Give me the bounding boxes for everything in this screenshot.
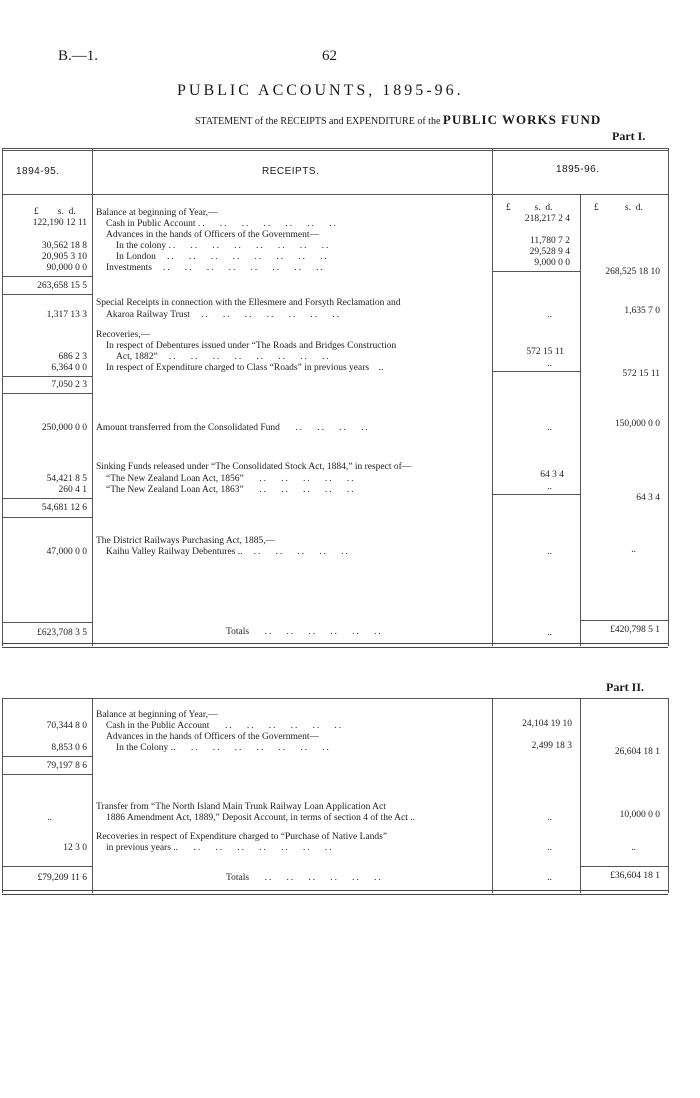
p2-colony-label: In the Colony .. .. .. .. .. .. .. .. (116, 743, 331, 753)
special-line1: Special Receipts in connection with the Ellesmere and Forsyth Reclamation and (96, 298, 401, 308)
rule (492, 271, 580, 272)
rule (2, 194, 668, 195)
p2-balance-prev-colony: 8,853 0 6 (51, 743, 87, 753)
consolidated-prev: 250,000 0 0 (41, 423, 87, 433)
sinking-line2: “The New Zealand Loan Act, 1863” .. .. .. .. .. (106, 485, 356, 495)
p2-balance-curr-total: 26,604 18 1 (614, 747, 660, 757)
p2-transfer-line2: 1886 Amendment Act, 1889,” Deposit Account, in terms of section 4 of the Act .. (106, 813, 415, 823)
balance-curr-total: 268,525 18 10 (605, 267, 660, 277)
sinking-line2-text: “The New Zealand Loan Act, 1863” (106, 485, 244, 495)
balance-heading: Balance at beginning of Year,— (96, 208, 218, 218)
sinking-heading: Sinking Funds released under “The Consolidated Stock Act, 1884,” in respect of— (96, 462, 412, 472)
p2-recoveries-prev: 12 3 0 (63, 843, 87, 853)
district-line1: Kaihu Valley Railway Debentures .. .. .. .. .. .. (106, 547, 350, 557)
p2-advances-heading: Advances in the hands of Officers of the Government— (106, 732, 319, 742)
colony-label: In the colony .. .. .. .. .. .. .. .. (116, 241, 331, 251)
p2-balance-prev-cash: 70,344 8 0 (46, 721, 87, 731)
cash-label: Cash in Public Account .. .. .. .. .. .. .. (106, 219, 338, 229)
london-label-text: In London (116, 252, 156, 262)
part1-label: Part I. (612, 129, 646, 143)
recoveries-line2: In respect of Expenditure charged to Class “Roads” in previous years .. (106, 363, 384, 373)
unit-pound: £ (594, 203, 599, 213)
rule (2, 393, 92, 394)
rule (2, 148, 3, 646)
balance-prev-london: 20,905 3 10 (41, 252, 87, 262)
consolidated-label-text: Amount transferred from the Consolidated Fund (96, 423, 280, 433)
recoveries-curr-2: .. (547, 359, 552, 369)
recoveries-prev-subtotal: 7,050 2 3 (51, 380, 87, 390)
double-rule (2, 890, 668, 895)
unit-row-prev (34, 207, 76, 217)
unit-row-detail (506, 203, 552, 213)
statement-fund: PUBLIC WORKS FUND (442, 112, 602, 127)
balance-prev-colony: 30,562 18 8 (41, 241, 87, 251)
special-curr-detail: .. (547, 310, 552, 320)
rule (2, 622, 92, 623)
special-curr-total: 1,635 7 0 (624, 306, 660, 316)
part1-totals-label: Totals .. .. .. .. .. .. (226, 627, 383, 637)
page-number: 62 (322, 48, 337, 64)
part1-totals-curr: £420,798 5 1 (610, 625, 660, 635)
balance-curr-investments: 9,000 0 0 (534, 258, 570, 268)
p2-transfer-curr-total: 10,000 0 0 (619, 810, 660, 820)
rule (2, 698, 3, 893)
district-heading: The District Railways Purchasing Act, 1885,— (96, 536, 276, 546)
sinking-prev-subtotal: 54,681 12 6 (41, 503, 87, 513)
recoveries-prev-2: 6,364 0 0 (51, 363, 87, 373)
london-label: In London .. .. .. .. .. .. .. .. (116, 252, 329, 262)
p2-colony-label-text: In the Colony .. (116, 743, 176, 753)
district-line1-text: Kaihu Valley Railway Debentures .. (106, 547, 243, 557)
rule (2, 294, 92, 295)
rule (2, 774, 92, 775)
p2-transfer-prev: .. (47, 813, 52, 823)
part2-totals-label: Totals .. .. .. .. .. .. (226, 873, 383, 883)
rule (2, 517, 92, 518)
rule (2, 498, 92, 499)
recoveries-curr-1: 572 15 11 (526, 347, 564, 357)
rule (92, 148, 93, 646)
rule (2, 756, 92, 757)
rule (2, 698, 668, 699)
rule (580, 620, 668, 621)
statement-title (195, 112, 601, 128)
balance-curr-london: 29,528 9 4 (529, 247, 570, 257)
p2-cash-label-text: Cash in the Public Account (106, 721, 210, 731)
unit-pence: d. (68, 207, 76, 217)
p2-transfer-curr-detail: .. (547, 813, 552, 823)
rule (580, 698, 581, 893)
unit-pence: d. (635, 203, 643, 213)
p2-recoveries-line1: Recoveries in respect of Expenditure charged to “Purchase of Native Lands” (96, 832, 388, 842)
part2-totals-curr-detail: .. (547, 873, 552, 883)
rule (668, 698, 669, 893)
page-title: PUBLIC ACCOUNTS, 1895-96. (177, 82, 464, 99)
recoveries-prev-1: 686 2 3 (58, 352, 87, 362)
sinking-line1-text: “The New Zealand Loan Act, 1856” (106, 474, 244, 484)
col-header-prev-year: 1894-95. (16, 166, 60, 177)
part1-totals-curr-detail: .. (547, 628, 552, 638)
sinking-line1: “The New Zealand Loan Act, 1856” .. .. .. .. .. (106, 474, 356, 484)
rule (2, 150, 668, 151)
part2-totals-curr: £36,604 18 1 (610, 871, 660, 881)
rule (580, 866, 668, 867)
balance-prev-subtotal: 263,658 15 5 (37, 281, 87, 291)
rule (2, 276, 92, 277)
special-line2-text: Akaroa Railway Trust (106, 310, 190, 320)
document-reference: B.—1. (58, 48, 99, 64)
sinking-curr-1: 64 3 4 (540, 470, 564, 480)
investments-label-text: Investments (106, 263, 152, 273)
advances-heading: Advances in the hands of Officers of the Government— (106, 230, 319, 240)
recoveries-line1b: Act, 1882” .. .. .. .. .. .. .. .. (116, 352, 331, 362)
unit-pound: £ (34, 207, 39, 217)
rule (2, 148, 668, 149)
balance-curr-cash: 218,217 2 4 (524, 214, 570, 224)
p2-recoveries-line2-text: in previous years .. (106, 843, 179, 853)
rule (492, 148, 493, 646)
statement-prefix: STATEMENT of the RECEIPTS and EXPENDITURE of the (195, 116, 441, 127)
balance-curr-colony: 11,780 7 2 (529, 236, 570, 246)
rule (2, 376, 92, 377)
col-header-receipts: RECEIPTS. (262, 166, 320, 177)
part2-label: Part II. (606, 680, 644, 694)
rule (492, 494, 580, 495)
consolidated-curr-detail: .. (547, 423, 552, 433)
district-curr-detail: .. (547, 547, 552, 557)
rule (492, 698, 493, 893)
district-curr-total: .. (631, 545, 636, 555)
recoveries-line1b-text: Act, 1882” (116, 352, 158, 362)
sinking-prev-1: 54,421 8 5 (46, 474, 87, 484)
special-prev: 1,317 13 3 (46, 310, 87, 320)
rule (2, 866, 92, 867)
recoveries-line1a: In respect of Debentures issued under “The Roads and Bridges Construction (106, 341, 397, 351)
p2-recoveries-curr-total: .. (631, 843, 636, 853)
p2-transfer-line1: Transfer from “The North Island Main Trunk Railway Loan Application Act (96, 802, 386, 812)
p2-balance-curr-cash: 24,104 19 10 (522, 719, 572, 729)
district-prev: 47,000 0 0 (46, 547, 87, 557)
balance-prev-cash: 122,190 12 11 (32, 218, 87, 228)
rule (92, 698, 93, 893)
rule (580, 194, 581, 646)
unit-row-total (594, 203, 643, 213)
recoveries-line2-text: In respect of Expenditure charged to Class “Roads” in previous years (106, 363, 370, 373)
p2-cash-label: Cash in the Public Account .. .. .. .. .. .. (106, 721, 344, 731)
unit-shilling: s. (57, 207, 64, 217)
sinking-curr-total: 64 3 4 (636, 493, 660, 503)
double-rule (2, 643, 668, 648)
unit-pound: £ (506, 203, 511, 213)
special-line2: Akaroa Railway Trust .. .. .. .. .. .. .. (106, 310, 342, 320)
unit-shilling: s. (534, 203, 541, 213)
consolidated-label: Amount transferred from the Consolidated Fund .. .. .. .. (96, 423, 370, 433)
consolidated-curr-total: 150,000 0 0 (614, 419, 660, 429)
unit-pence: d. (545, 203, 553, 213)
unit-shilling: s. (624, 203, 631, 213)
balance-prev-investments: 90,000 0 0 (46, 263, 87, 273)
recoveries-curr-total: 572 15 11 (622, 369, 660, 379)
part2-totals-label-text: Totals (226, 873, 250, 883)
part1-totals-label-text: Totals (226, 627, 250, 637)
colony-label-text: In the colony (116, 241, 167, 251)
sinking-prev-2: 260 4 1 (58, 485, 87, 495)
part2-totals-prev: £79,209 11 6 (37, 873, 87, 883)
cash-label-text: Cash in Public Account (106, 219, 196, 229)
rule (492, 371, 580, 372)
part1-totals-prev: £623,708 3 5 (37, 628, 87, 638)
investments-label: Investments .. .. .. .. .. .. .. .. (106, 263, 325, 273)
p2-balance-heading: Balance at beginning of Year,— (96, 710, 218, 720)
p2-balance-curr-colony: 2,499 18 3 (531, 741, 572, 751)
sinking-curr-2: .. (547, 482, 552, 492)
p2-recoveries-curr-detail: .. (547, 843, 552, 853)
p2-recoveries-line2: in previous years .. .. .. .. .. .. .. .. (106, 843, 334, 853)
rule (668, 148, 669, 646)
col-header-curr-year: 1895-96. (556, 164, 600, 175)
p2-balance-prev-subtotal: 79,197 8 6 (46, 761, 87, 771)
recoveries-heading: Recoveries,— (96, 330, 151, 340)
